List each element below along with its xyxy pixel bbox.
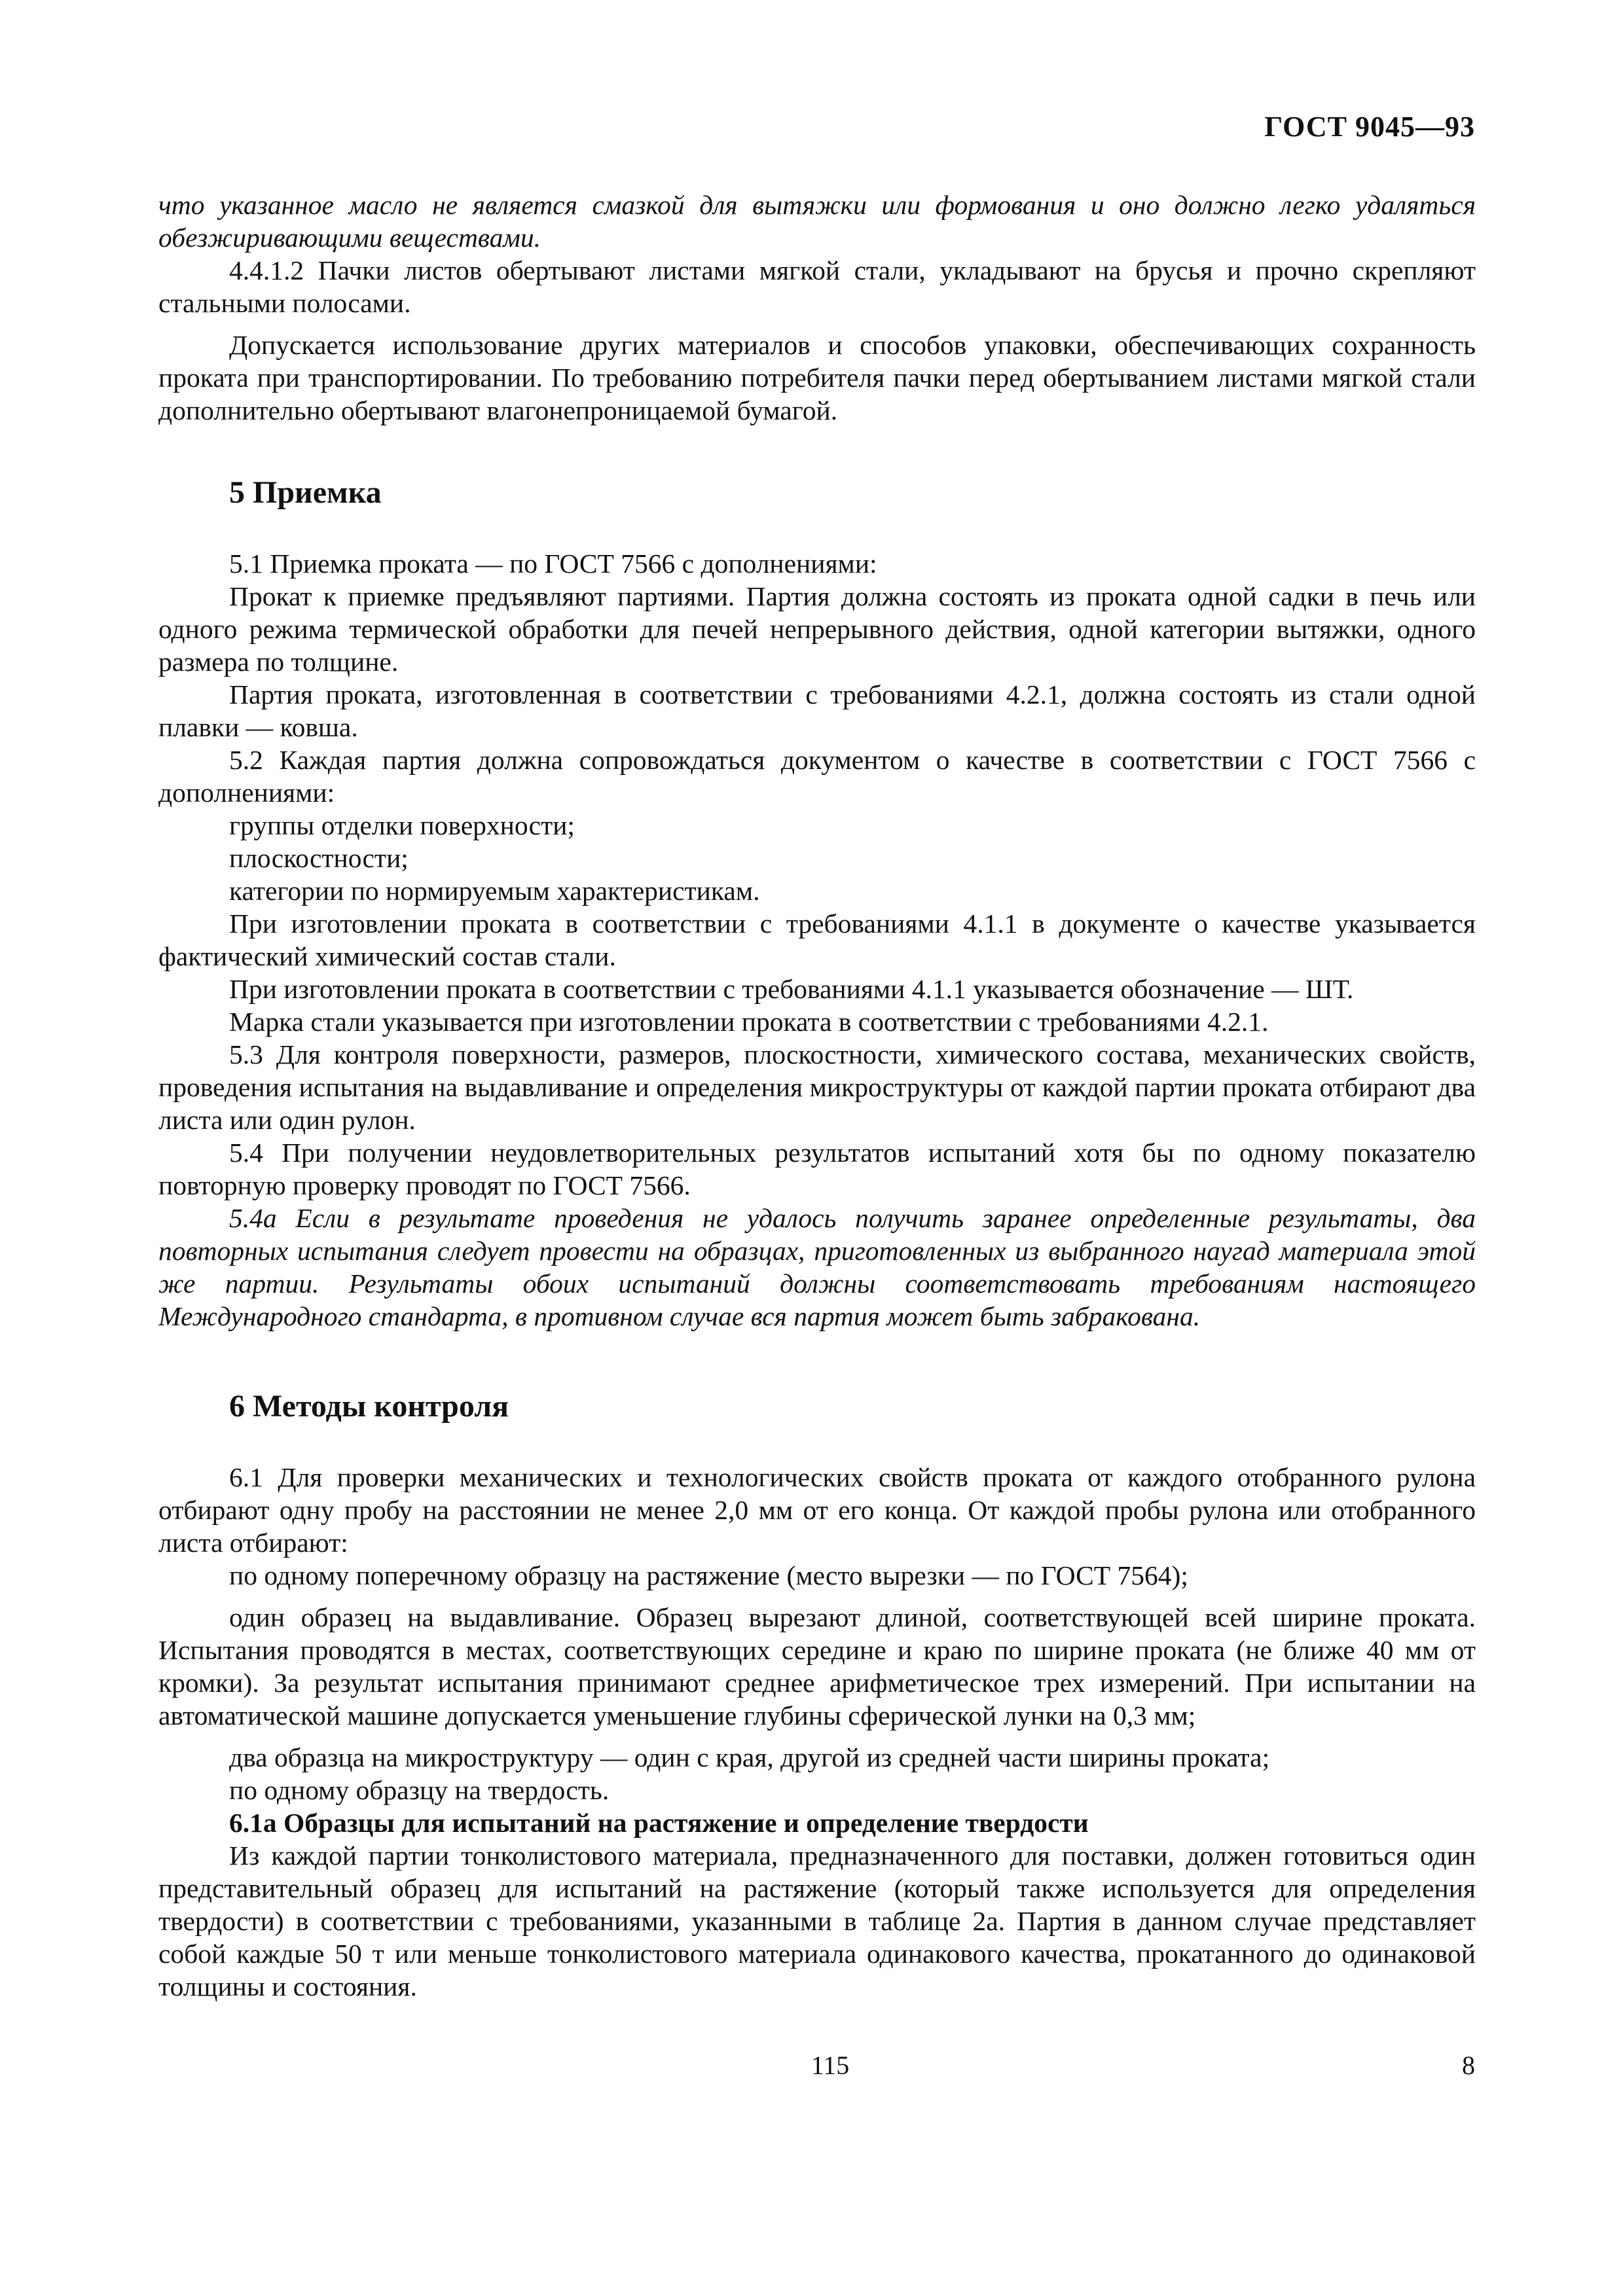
paragraph-4-4-1-2: 4.4.1.2 Пачки листов обертывают листами мягкой стали, укладывают на брусья и прочно скрепляют стальными полосами. xyxy=(158,255,1476,318)
paragraph-continuation: что указанное масло не является смазкой для вытяжки или формования и оно должно легко удаляться обезжиривающими веществами. xyxy=(158,190,1476,253)
paragraph-5-2-chemistry: При изготовлении проката в соответствии с требованиями 4.1.1 в документе о качестве указывается фактический химический состав стали. xyxy=(158,908,1476,971)
list-item-flatness: плоскостности; xyxy=(229,843,409,873)
paragraph-5-2-steel-grade: Марка стали указывается при изготовлении проката в соответствии с требованиями 4.2.1. xyxy=(229,1007,1269,1037)
paragraph-5-1-melt: Партия проката, изготовленная в соответствии с требованиями 4.2.1, должна состоять из стали одной плавки — ковша. xyxy=(158,679,1476,742)
paragraph-5-2: 5.2 Каждая партия должна сопровождаться документом о качестве в соответствии с ГОСТ 7566 с дополнениями: xyxy=(158,745,1476,808)
paragraph-5-3: 5.3 Для контроля поверхности, размеров, плоскостности, химического состава, механических свойств, проведения испытания на выдавливание и определения микроструктуры от каждой партии проката отбирают два листа или один рулон. xyxy=(158,1039,1476,1135)
list-item-tensile-sample: по одному поперечному образцу на растяжение (место вырезки — по ГОСТ 7564); xyxy=(229,1560,1188,1590)
page-number-center: 115 xyxy=(811,2051,850,2080)
list-item-hardness: по одному образцу на твердость. xyxy=(229,1775,610,1805)
document-code-header: ГОСТ 9045—93 xyxy=(1264,111,1475,143)
paragraph-6-1: 6.1 Для проверки механических и технологических свойств проката от каждого отобранного рулона отбирают одну пробу на расстоянии не менее 2,0 мм от его конца. От каждой пробы рулона или отобранного листа отбирают: xyxy=(158,1462,1476,1558)
section-heading-5: 5 Приемка xyxy=(229,475,382,510)
list-item-cupping-sample: один образец на выдавливание. Образец вырезают длиной, соответствующей всей ширине проката. Испытания проводятся в местах, соответствующих середине и краю по ширине проката (не ближе 40 мм от кромки). За результат испытания принимают среднее арифметическое трех измерений. При испытании на автоматической машине допускается уменьшение глубины сферической лунки на 0,3 мм; xyxy=(158,1602,1476,1731)
paragraph-5-2-designation: При изготовлении проката в соответствии с требованиями 4.1.1 указывается обозначение — ШТ. xyxy=(229,974,1354,1004)
list-item-surface-group: группы отделки поверхности; xyxy=(229,810,575,840)
paragraph-5-4: 5.4 При получении неудовлетворительных результатов испытаний хотя бы по одному показателю повторную проверку проводят по ГОСТ 7566. xyxy=(158,1138,1476,1200)
paragraph-6-1a: Из каждой партии тонколистового материала, предназначенного для поставки, должен готовиться один представительный образец для испытаний на растяжение (который также используется для определения твердости) в соответствии с требованиями, указанными в таблице 2а. Партия в данном случае представляет собой каждые 50 т или меньше тонколистового материала одинакового качества, прокатанного до одинаковой толщины и состояния. xyxy=(158,1840,1476,2001)
list-item-microstructure: два образца на микроструктуру — один с края, другой из средней части ширины проката; xyxy=(229,1742,1270,1772)
page-number-right: 8 xyxy=(1462,2051,1475,2080)
paragraph-packaging-allowed: Допускается использование других материалов и способов упаковки, обеспечивающих сохранность проката при транспортировании. По требованию потребителя пачки перед обертыванием листами мягкой стали дополнительно обертывают влагонепроницаемой бумагой. xyxy=(158,330,1476,425)
list-item-categories: категории по нормируемым характеристикам. xyxy=(229,876,760,906)
document-body xyxy=(158,188,1476,2003)
paragraph-5-1-lots: Прокат к приемке предъявляют партиями. Партия должна состоять из проката одной садки в печь или одного режима термической обработки для печей непрерывного действия, одной категории вытяжки, одного размера по толщине. xyxy=(158,581,1476,677)
paragraph-5-4a: 5.4а Если в результате проведения не удалось получить заранее определенные результаты, два повторных испытания следует провести на образцах, приготовленных из выбранного наугад материала этой же партии. Результаты обоих испытаний должны соответствовать требованиям настоящего Международного стандарта, в противном случае вся партия может быть забракована. xyxy=(158,1203,1476,1331)
subsection-heading-6-1a: 6.1а Образцы для испытаний на растяжение и определение твердости xyxy=(229,1808,1089,1838)
paragraph-5-1: 5.1 Приемка проката — по ГОСТ 7566 с дополнениями: xyxy=(229,548,877,579)
section-heading-6: 6 Методы контроля xyxy=(229,1389,509,1424)
